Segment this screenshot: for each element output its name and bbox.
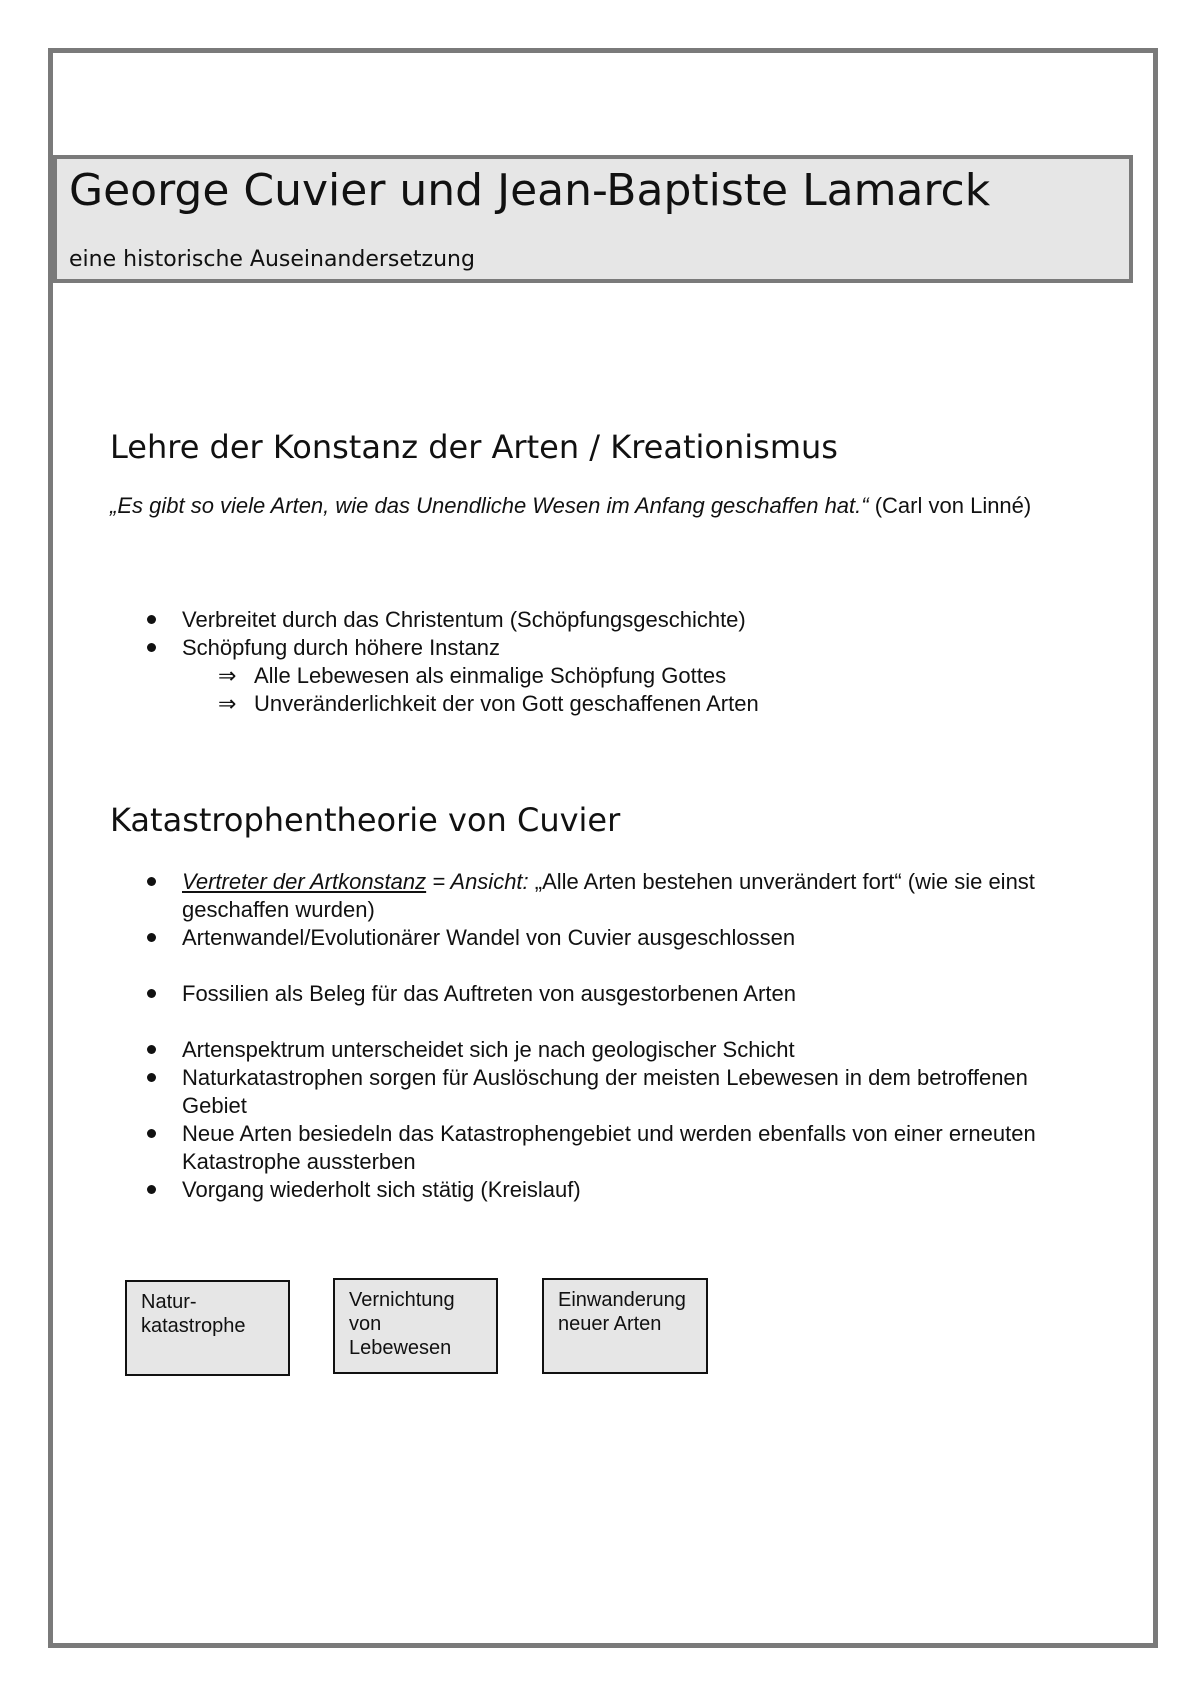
list-item: Artenspektrum unterscheidet sich je nach geologischer Schicht [0, 1036, 1082, 1064]
arrow-icon: ⇒ [218, 663, 237, 688]
katastrophentheorie-list [0, 868, 1082, 1204]
quote-source: (Carl von Linné) [874, 493, 1032, 518]
page-frame [48, 48, 1158, 1648]
sub-list-item: ⇒ Unveränderlichkeit der von Gott geschaffenen Arten [218, 691, 759, 716]
bullet-icon [147, 933, 156, 942]
list-item: Verbreitet durch das Christentum (Schöpfungsgeschichte) [0, 606, 1082, 634]
sub-list-item: ⇒ Alle Lebewesen als einmalige Schöpfung Gottes [218, 663, 727, 688]
bullet-icon [147, 1185, 156, 1194]
linne-quote [110, 492, 1070, 520]
flow-box-einwanderung: Einwanderung neuer Arten [542, 1278, 708, 1374]
bullet-icon [147, 615, 156, 624]
quote-text: „Es gibt so viele Arten, wie das Unendliche Wesen im Anfang geschaffen hat.“ [110, 493, 869, 518]
title-box [53, 155, 1133, 283]
bullet-icon [147, 877, 156, 886]
page-subtitle: eine historische Auseinandersetzung [69, 247, 475, 272]
bullet-icon [147, 989, 156, 998]
arrow-icon: ⇒ [218, 691, 237, 716]
section-heading-kreationismus: Lehre der Konstanz der Arten / Kreationismus [110, 428, 838, 466]
list-item: Artenwandel/Evolutionärer Wandel von Cuvier ausgeschlossen [0, 924, 1082, 952]
page-title: George Cuvier und Jean-Baptiste Lamarck [69, 165, 991, 216]
bullet-icon [147, 643, 156, 652]
list-item: Fossilien als Beleg für das Auftreten von ausgestorbenen Arten [0, 980, 1082, 1008]
flow-box-vernichtung: Vernichtung von Lebewesen [333, 1278, 498, 1374]
kreationismus-list [0, 606, 1082, 718]
list-spacer [0, 952, 1082, 980]
bullet-icon [147, 1073, 156, 1082]
bullet-icon [147, 1045, 156, 1054]
flow-box-naturkatastrophe: Natur- katastrophe [125, 1280, 290, 1376]
section-heading-katastrophentheorie: Katastrophentheorie von Cuvier [110, 801, 621, 839]
list-spacer [0, 1008, 1082, 1036]
list-item: Naturkatastrophen sorgen für Auslöschung der meisten Lebewesen in dem betroffenen Gebiet [0, 1064, 1082, 1120]
list-item: Neue Arten besiedeln das Katastrophengebiet und werden ebenfalls von einer erneuten Katastrophe aussterben [0, 1120, 1082, 1176]
list-item: Vertreter der Artkonstanz = Ansicht: „Alle Arten bestehen unverändert fort“ (wie sie einst geschaffen wurden) [0, 868, 1082, 924]
list-item: Schöpfung durch höhere Instanz [0, 634, 1082, 662]
bullet-icon [147, 1129, 156, 1138]
list-item: Vorgang wiederholt sich stätig (Kreislauf) [0, 1176, 1082, 1204]
